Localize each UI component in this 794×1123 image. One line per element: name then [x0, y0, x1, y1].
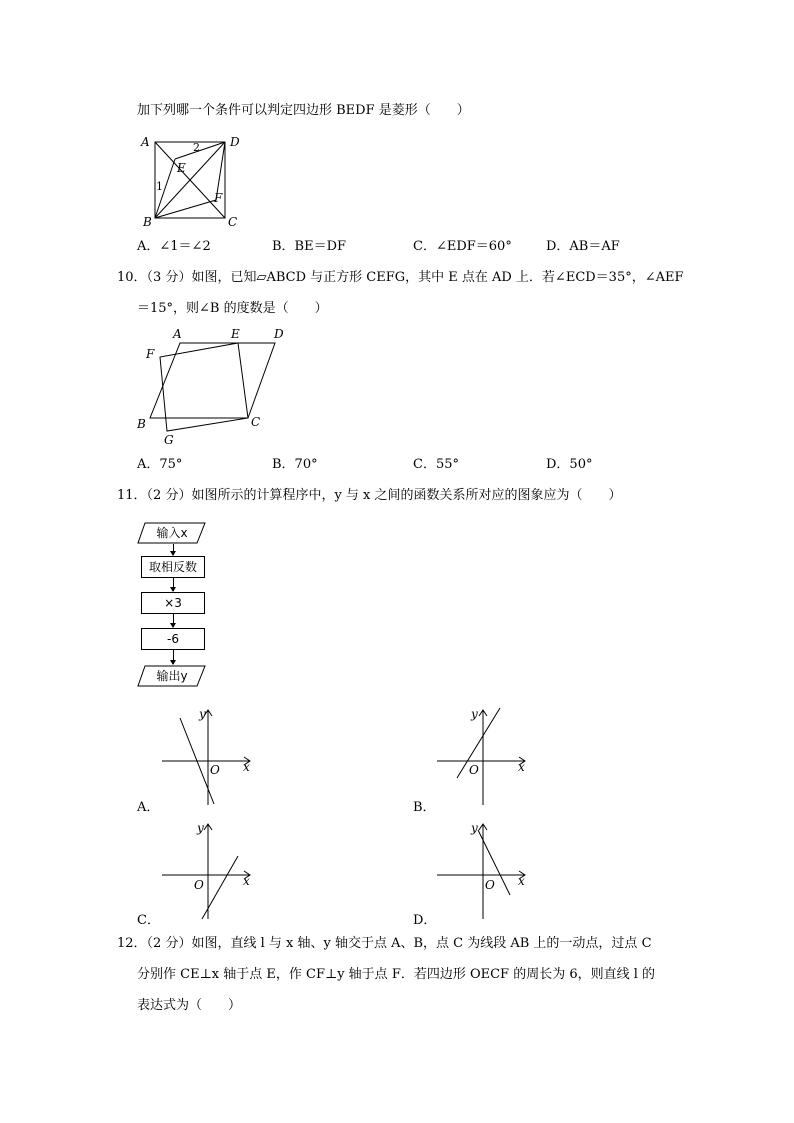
- q11-option-b: B．: [413, 800, 436, 815]
- q11-flow-arrow-4: [173, 650, 174, 664]
- q12-stem-line3: 表达式为（ ）: [137, 998, 242, 1013]
- q9-label-angle2: 2: [193, 141, 200, 154]
- q11-graph-a-y-label: y: [199, 707, 206, 721]
- q11-graph-c: [158, 818, 258, 923]
- q10-option-a: A．75°: [137, 457, 183, 472]
- q11-graph-a-x-label: x: [243, 760, 250, 774]
- q11-graph-a: [158, 704, 258, 809]
- q10-label-e: E: [231, 327, 240, 341]
- q11-option-d: D．: [413, 913, 437, 928]
- q11-option-a: A．: [137, 800, 160, 815]
- q10-option-b: B．70°: [272, 457, 318, 472]
- q9-label-angle1: 1: [156, 180, 163, 193]
- q11-graph-b-y-label: y: [471, 707, 478, 721]
- q11-stem: 11．（2 分）如图所示的计算程序中，y 与 x 之间的函数关系所对应的图象应为（ ）: [117, 488, 622, 503]
- q10-stem-line1: 10．（3 分）如图，已知▱ABCD 与正方形 CEFG，其中 E 点在 AD 上．若∠ECD＝35°，∠AEF: [117, 270, 684, 285]
- q11-graph-b-origin-label: O: [469, 763, 479, 777]
- q11-graph-c-y-label: y: [197, 821, 204, 835]
- q11-flow-arrow-1: [173, 544, 174, 555]
- q10-label-f: F: [146, 347, 155, 361]
- q10-label-g: G: [164, 433, 174, 447]
- q11-flow-step-subtract: -6: [141, 628, 205, 650]
- q11-graph-c-x-label: x: [243, 874, 250, 888]
- q11-graph-d-y-label: y: [471, 821, 478, 835]
- q11-graph-d: [433, 818, 533, 923]
- q11-graph-b: [433, 704, 533, 809]
- q10-label-c: C: [251, 415, 261, 429]
- q9-option-b: B．BE＝DF: [272, 239, 347, 254]
- q11-flow-arrow-3: [173, 614, 174, 627]
- q11-graph-d-x-label: x: [518, 874, 525, 888]
- q9-label-c: C: [228, 215, 238, 229]
- q9-label-a: A: [141, 135, 150, 149]
- q9-label-d: D: [230, 135, 240, 149]
- q10-option-c: C．55°: [413, 457, 459, 472]
- q9-option-d: D．AB＝AF: [546, 239, 620, 254]
- q10-label-b: B: [137, 417, 146, 431]
- q11-option-c: C．: [137, 913, 160, 928]
- q11-flow-step-negate: 取相反数: [141, 556, 205, 578]
- q11-graph-a-origin-label: O: [210, 763, 220, 777]
- q9-label-e: E: [177, 161, 186, 175]
- q10-label-a: A: [173, 327, 182, 341]
- q11-graph-c-origin-label: O: [194, 878, 204, 892]
- q9-option-c: C．∠EDF＝60°: [413, 239, 512, 254]
- q10-label-d: D: [274, 327, 284, 341]
- q9-label-f: F: [214, 191, 223, 205]
- q11-flow-arrow-2: [173, 578, 174, 591]
- q11-graph-b-x-label: x: [518, 760, 525, 774]
- q11-flow-step-multiply: ×3: [141, 592, 205, 614]
- q10-stem-line2: ＝15°，则∠B 的度数是（ ）: [137, 301, 328, 316]
- q11-flow-output: 输出y: [156, 669, 188, 683]
- q9-option-a: A．∠1＝∠2: [137, 239, 211, 254]
- q11-flow-input: 输入x: [156, 526, 188, 540]
- q9-figure: [138, 130, 258, 230]
- q9-stem: 加下列哪一个条件可以判定四边形 BEDF 是菱形（ ）: [137, 103, 470, 118]
- q9-label-b: B: [143, 215, 152, 229]
- q10-option-d: D．50°: [546, 457, 593, 472]
- q12-stem-line2: 分别作 CE⊥x 轴于点 E，作 CF⊥y 轴于点 F．若四边形 OECF 的周长为 6，则直线 l 的: [137, 967, 656, 982]
- q12-stem-line1: 12．（2 分）如图，直线 l 与 x 轴、y 轴交于点 A、B，点 C 为线段 AB 上的一动点，过点 C: [117, 936, 652, 951]
- q11-graph-d-origin-label: O: [485, 878, 495, 892]
- q10-figure: [135, 325, 285, 450]
